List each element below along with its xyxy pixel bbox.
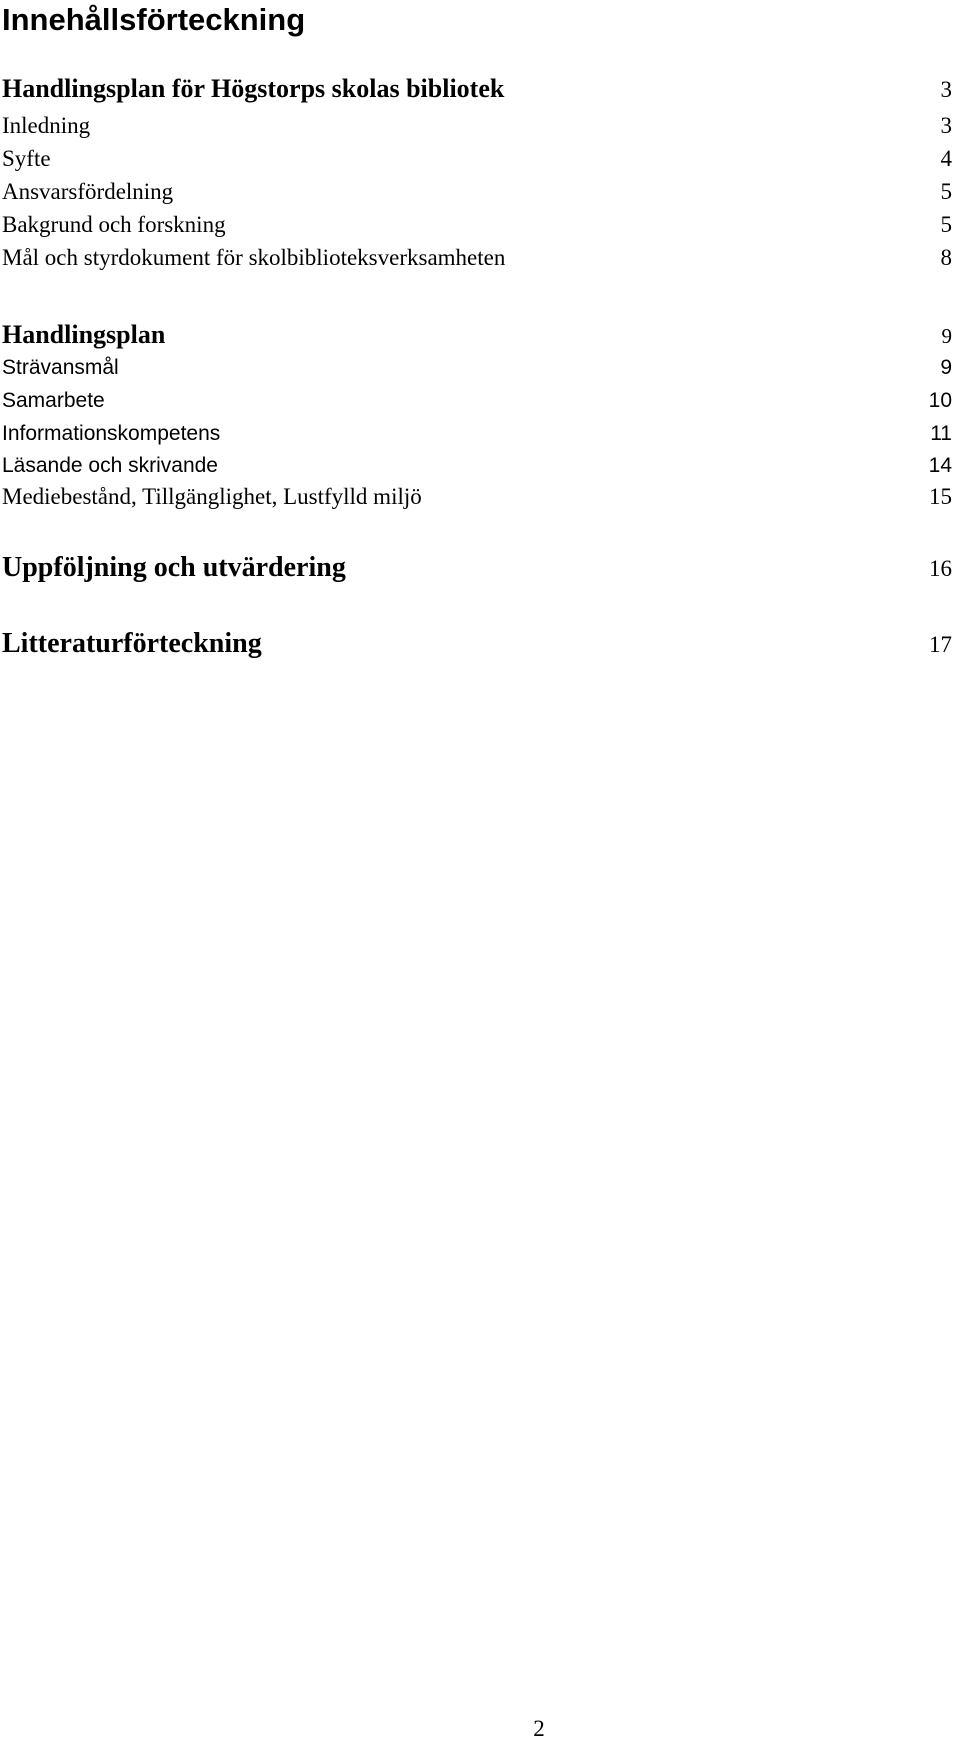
toc-entry	[2, 389, 952, 413]
toc-entry-text: Samarbete	[2, 389, 105, 412]
toc-entry	[2, 245, 952, 271]
toc-entry-text: Syfte	[2, 146, 51, 171]
toc-entry	[2, 212, 952, 238]
page-number: 2	[533, 1716, 545, 1741]
toc-page-number: 15	[929, 484, 952, 509]
toc-page-number: 3	[940, 77, 952, 102]
toc-entry	[2, 113, 952, 139]
toc-heading	[2, 74, 952, 104]
toc-heading-text: Handlingsplan för Högstorps skolas bibliotek	[2, 74, 505, 103]
toc-page-number: 10	[928, 389, 952, 412]
toc-page-number: 17	[929, 632, 952, 657]
toc-heading	[2, 628, 952, 660]
toc-heading-text: Uppföljning och utvärdering	[2, 552, 346, 583]
toc-page-number: 4	[940, 146, 952, 171]
toc-heading-text: Handlingsplan	[2, 320, 166, 349]
toc-page-number: 16	[929, 556, 952, 581]
toc-entry	[2, 454, 952, 478]
toc-entry	[2, 422, 952, 446]
page-title: Innehållsförteckning	[2, 2, 306, 37]
toc-entry	[2, 356, 952, 380]
toc-entry-text: Ansvarsfördelning	[2, 179, 174, 204]
toc-entry	[2, 484, 952, 510]
toc-entry-text: Inledning	[2, 113, 91, 138]
toc-page-number: 9	[940, 356, 952, 379]
toc-entry-text: Informationskompetens	[2, 422, 221, 445]
toc-page-number: 9	[941, 324, 952, 348]
toc-entry-text: Mål och styrdokument för skolbiblioteksverksamheten	[2, 245, 506, 270]
toc-entry-text: Bakgrund och forskning	[2, 212, 226, 237]
toc-page-number: 5	[940, 179, 952, 204]
toc-entry	[2, 146, 952, 172]
toc-heading-text: Litteraturförteckning	[2, 628, 262, 659]
toc-page-number: 5	[940, 212, 952, 237]
toc-entry-text: Mediebestånd, Tillgänglighet, Lustfylld miljö	[2, 484, 422, 509]
toc-page-number: 14	[928, 454, 952, 477]
toc-page-number: 8	[940, 245, 952, 270]
toc-page-number: 11	[930, 422, 952, 445]
toc-entry-text: Läsande och skrivande	[2, 454, 218, 477]
toc-page-number: 3	[940, 113, 952, 138]
toc-heading	[2, 320, 952, 350]
toc-heading	[2, 552, 952, 584]
toc-entry	[2, 179, 952, 205]
toc-entry-text: Strävansmål	[2, 356, 119, 379]
